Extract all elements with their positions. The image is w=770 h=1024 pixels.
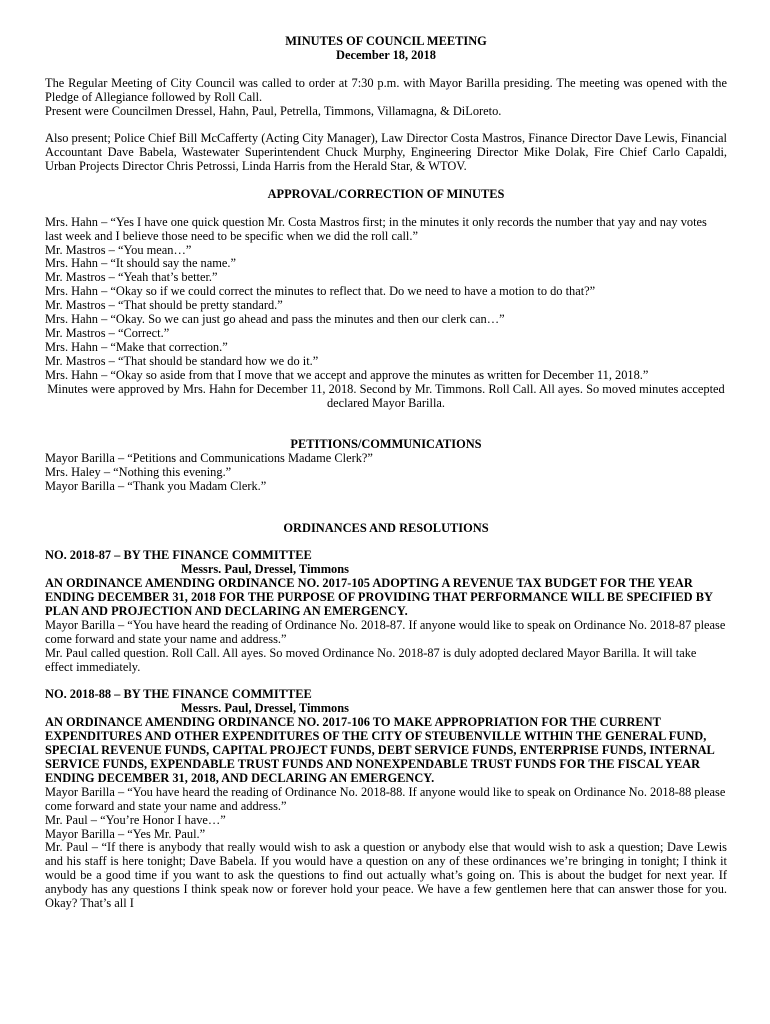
ordinance-title: AN ORDINANCE AMENDING ORDINANCE NO. 2017-106 TO MAKE APPROPRIATION FOR THE CURRENT EXPENDITURES AND OTHER EXPENDITURES OF THE CITY OF STEUBENVILLE WITHIN THE GENERAL FUND, SPECIAL REVENUE FUNDS, CAPITAL PROJECT FUNDS, DEBT SERVICE FUNDS, ENTERPRISE FUNDS, INTERNAL SERVICE FUNDS, EXPENDABLE TRUST FUNDS AND NONEXPENDABLE TRUST FUNDS FOR THE FISCAL YEAR ENDING DECEMBER 31, 2018, AND DECLARING AN EMERGENCY.	[45, 715, 715, 785]
dialogue-line: Mrs. Hahn – “It should say the name.”	[45, 256, 236, 271]
ordinance-item	[45, 549, 727, 674]
section-heading-minutes: APPROVAL/CORRECTION OF MINUTES	[267, 186, 505, 201]
section-heading-ordinances: ORDINANCES AND RESOLUTIONS	[283, 520, 489, 535]
intro-paragraph: The Regular Meeting of City Council was called to order at 7:30 p.m. with Mayor Barilla presiding. The meeting was opened with the Pledge of Allegiance followed by Roll Call.	[45, 75, 727, 104]
ordinance-sponsors: Messrs. Paul, Dressel, Timmons	[181, 701, 349, 716]
present-paragraph: Present were Councilmen Dressel, Hahn, Paul, Petrella, Timmons, Villamagna, & DiLoreto.	[45, 103, 502, 118]
minutes-dialogue	[45, 216, 727, 383]
dialogue-line: Mayor Barilla – “You have heard the reading of Ordinance No. 2018-88. If anyone would like to speak on Ordinance No. 2018-88 please come forward and state your name and address.”	[45, 784, 726, 813]
dialogue-line: Mayor Barilla – “You have heard the reading of Ordinance No. 2018-87. If anyone would like to speak on Ordinance No. 2018-87 please come forward and state your name and address.”	[45, 617, 726, 646]
dialogue-line: Mrs. Hahn – “Make that correction.”	[45, 339, 228, 354]
dialogue-line: Mr. Mastros – “That should be standard how we do it.”	[45, 353, 319, 368]
petitions-dialogue	[45, 452, 727, 494]
dialogue-line: Mr. Paul – “You’re Honor I have…”	[45, 812, 226, 827]
ordinance-sponsors: Messrs. Paul, Dressel, Timmons	[181, 562, 349, 577]
dialogue-line: Mr. Paul called question. Roll Call. All ayes. So moved Ordinance No. 2018-87 is duly adopted declared Mayor Barilla. It will take effect immediately.	[45, 645, 697, 674]
dialogue-line: Mayor Barilla – “Yes Mr. Paul.”	[45, 826, 206, 841]
document-title: MINUTES OF COUNCIL MEETING	[285, 34, 487, 48]
ordinance-number: NO. 2018-87 – BY THE FINANCE COMMITTEE	[45, 548, 312, 563]
dialogue-line: Mr. Paul – “If there is anybody that really would wish to ask a question or anybody else that would wish to ask a question; Dave Lewis and his staff is here tonight; Dave Babela. If you would have a question on any of these ordinances we’re bringing in tonight; I think it would be a good time if you want to ask the questions to find out actually what’s going on. This is about the budget for next year. If anybody has any questions I think speak now or forever hold your peace. We have a few gentlemen here that can answer those for you. Okay? That’s all I	[45, 840, 727, 911]
dialogue-line: Mr. Mastros – “That should be pretty standard.”	[45, 298, 283, 313]
dialogue-line: Mrs. Hahn – “Yes I have one quick question Mr. Costa Mastros first; in the minutes it only records the number that yay and nay votes last week and I believe those need to be specific when we did the roll call.”	[45, 214, 707, 243]
dialogue-line: Mayor Barilla – “Thank you Madam Clerk.”	[45, 478, 267, 493]
ordinance-item	[45, 688, 727, 911]
dialogue-line: Mrs. Hahn – “Okay so if we could correct the minutes to reflect that. Do we need to have a motion to do that?”	[45, 284, 596, 299]
also-present-paragraph: Also present; Police Chief Bill McCafferty (Acting City Manager), Law Director Costa Mastros, Finance Director Dave Lewis, Financial Accountant Dave Babela, Wastewater Superintendent Chuck Murphy, Engineering Director Mike Dolak, Fire Chief Carlo Capaldi, Urban Projects Director Chris Petrossi, Linda Harris from the Herald Star, & WTOV.	[45, 131, 727, 174]
dialogue-line: Mr. Mastros – “You mean…”	[45, 242, 192, 257]
dialogue-line: Mrs. Hahn – “Okay. So we can just go ahead and pass the minutes and then our clerk can…”	[45, 312, 505, 327]
section-heading-petitions: PETITIONS/COMMUNICATIONS	[290, 437, 482, 452]
document-page	[45, 35, 727, 911]
ordinance-number: NO. 2018-88 – BY THE FINANCE COMMITTEE	[45, 687, 312, 702]
minutes-approval: Minutes were approved by Mrs. Hahn for December 11, 2018. Second by Mr. Timmons. Roll Call. All ayes. So moved minutes accepted declared Mayor Barilla.	[47, 381, 725, 410]
dialogue-line: Mrs. Hahn – “Okay so aside from that I move that we accept and approve the minutes as written for December 11, 2018.”	[45, 367, 649, 382]
dialogue-line: Mr. Mastros – “Yeah that’s better.”	[45, 270, 218, 285]
meeting-date: December 18, 2018	[336, 47, 436, 62]
dialogue-line: Mrs. Haley – “Nothing this evening.”	[45, 465, 232, 480]
ordinance-title: AN ORDINANCE AMENDING ORDINANCE NO. 2017-105 ADOPTING A REVENUE TAX BUDGET FOR THE YEAR ENDING DECEMBER 31, 2018 FOR THE PURPOSE OF PROVIDING THAT PERFORMANCE WILL BE SPECIFIED BY PLAN AND PROJECTION AND DECLARING AN EMERGENCY.	[45, 576, 713, 619]
dialogue-line: Mayor Barilla – “Petitions and Communications Madame Clerk?”	[45, 451, 373, 466]
dialogue-line: Mr. Mastros – “Correct.”	[45, 325, 170, 340]
